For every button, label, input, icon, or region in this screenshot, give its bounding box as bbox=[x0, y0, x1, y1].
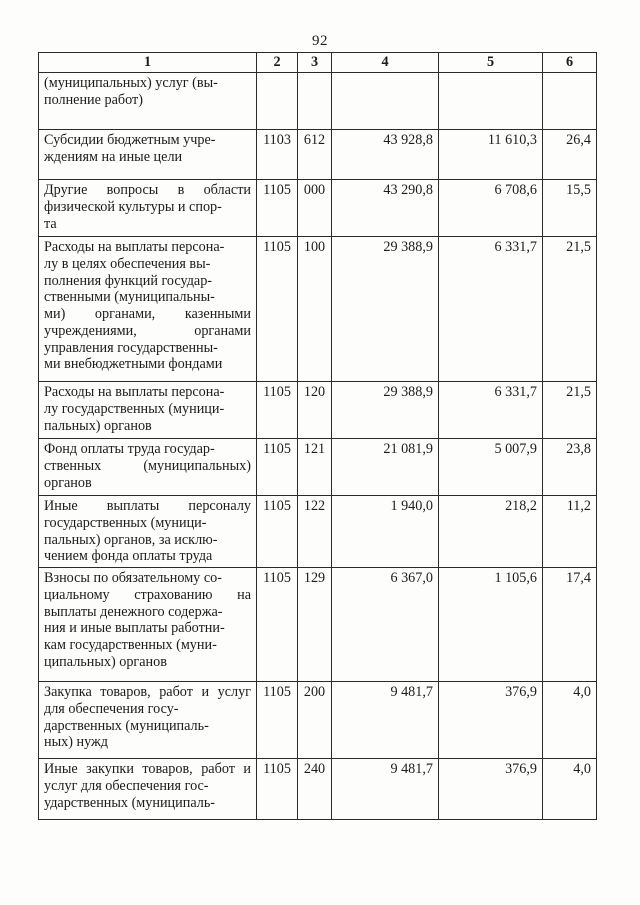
actual-amount-cell: 6 331,7 bbox=[439, 237, 543, 382]
actual-amount-cell: 6 708,6 bbox=[439, 180, 543, 237]
percent-cell: 26,4 bbox=[543, 130, 597, 180]
plan-amount-cell: 9 481,7 bbox=[332, 759, 439, 820]
table-row bbox=[39, 382, 597, 439]
section-code-cell: 1105 bbox=[257, 682, 298, 759]
page-number: 92 bbox=[312, 33, 328, 49]
table-row bbox=[39, 237, 597, 382]
plan-amount-cell: 9 481,7 bbox=[332, 682, 439, 759]
percent-cell: 21,5 bbox=[543, 382, 597, 439]
table-row bbox=[39, 130, 597, 180]
actual-amount-cell: 11 610,3 bbox=[439, 130, 543, 180]
table-row bbox=[39, 439, 597, 496]
section-code-cell: 1105 bbox=[257, 439, 298, 496]
item-name-cell: Субсидии бюджетным учре- ждениям на иные цели bbox=[39, 130, 257, 180]
section-code-cell: 1105 bbox=[257, 237, 298, 382]
plan-amount-cell: 21 081,9 bbox=[332, 439, 439, 496]
percent-cell: 4,0 bbox=[543, 682, 597, 759]
budget-table bbox=[38, 52, 597, 820]
column-header: 6 bbox=[543, 53, 597, 73]
expense-type-cell: 200 bbox=[298, 682, 332, 759]
table-row bbox=[39, 180, 597, 237]
item-name-cell: Расходы на выплаты персона- лу государственных (муници- пальных) органов bbox=[39, 382, 257, 439]
item-name-cell: (муниципальных) услуг (вы- полнение работ) bbox=[39, 73, 257, 130]
actual-amount-cell: 376,9 bbox=[439, 759, 543, 820]
table-row bbox=[39, 496, 597, 568]
expense-type-cell: 122 bbox=[298, 496, 332, 568]
column-header: 2 bbox=[257, 53, 298, 73]
section-code-cell bbox=[257, 73, 298, 130]
table-row bbox=[39, 759, 597, 820]
actual-amount-cell: 376,9 bbox=[439, 682, 543, 759]
percent-cell: 23,8 bbox=[543, 439, 597, 496]
percent-cell: 15,5 bbox=[543, 180, 597, 237]
table-header-row bbox=[39, 53, 597, 73]
section-code-cell: 1105 bbox=[257, 382, 298, 439]
section-code-cell: 1105 bbox=[257, 759, 298, 820]
plan-amount-cell: 1 940,0 bbox=[332, 496, 439, 568]
table-body bbox=[39, 73, 597, 820]
section-code-cell: 1105 bbox=[257, 568, 298, 682]
plan-amount-cell: 43 290,8 bbox=[332, 180, 439, 237]
plan-amount-cell: 6 367,0 bbox=[332, 568, 439, 682]
actual-amount-cell: 218,2 bbox=[439, 496, 543, 568]
percent-cell: 4,0 bbox=[543, 759, 597, 820]
table-row bbox=[39, 568, 597, 682]
expense-type-cell: 121 bbox=[298, 439, 332, 496]
item-name-cell: Иные выплаты персоналу государственных (муници- пальных) органов, за исклю- чением фонда оплаты труда bbox=[39, 496, 257, 568]
expense-type-cell: 240 bbox=[298, 759, 332, 820]
item-name-cell: Иные закупки товаров, работ и услуг для обеспечения гос- ударственных (муниципаль- bbox=[39, 759, 257, 820]
section-code-cell: 1105 bbox=[257, 496, 298, 568]
percent-cell: 11,2 bbox=[543, 496, 597, 568]
expense-type-cell: 000 bbox=[298, 180, 332, 237]
actual-amount-cell: 5 007,9 bbox=[439, 439, 543, 496]
column-header: 5 bbox=[439, 53, 543, 73]
percent-cell: 17,4 bbox=[543, 568, 597, 682]
expense-type-cell: 120 bbox=[298, 382, 332, 439]
column-header: 3 bbox=[298, 53, 332, 73]
table-row bbox=[39, 682, 597, 759]
item-name-cell: Закупка товаров, работ и услуг для обеспечения госу- дарственных (муниципаль- ных) нужд bbox=[39, 682, 257, 759]
actual-amount-cell bbox=[439, 73, 543, 130]
table-row bbox=[39, 73, 597, 130]
section-code-cell: 1105 bbox=[257, 180, 298, 237]
plan-amount-cell: 29 388,9 bbox=[332, 237, 439, 382]
item-name-cell: Фонд оплаты труда государ- ственных (муниципальных) органов bbox=[39, 439, 257, 496]
column-header: 4 bbox=[332, 53, 439, 73]
item-name-cell: Расходы на выплаты персона- лу в целях обеспечения вы- полнения функций государ- ственными (муниципальны- ми) органами, казенными учреждениями, органами управления государственны- ми внебюджетными фондами bbox=[39, 237, 257, 382]
percent-cell: 21,5 bbox=[543, 237, 597, 382]
plan-amount-cell: 43 928,8 bbox=[332, 130, 439, 180]
expense-type-cell: 100 bbox=[298, 237, 332, 382]
actual-amount-cell: 6 331,7 bbox=[439, 382, 543, 439]
item-name-cell: Другие вопросы в области физической культуры и спор- та bbox=[39, 180, 257, 237]
plan-amount-cell: 29 388,9 bbox=[332, 382, 439, 439]
plan-amount-cell bbox=[332, 73, 439, 130]
column-header: 1 bbox=[39, 53, 257, 73]
expense-type-cell: 129 bbox=[298, 568, 332, 682]
expense-type-cell bbox=[298, 73, 332, 130]
item-name-cell: Взносы по обязательному со- циальному страхованию на выплаты денежного содержа- ния и иные выплаты работни- кам государственных (муни- ципальных) органов bbox=[39, 568, 257, 682]
actual-amount-cell: 1 105,6 bbox=[439, 568, 543, 682]
percent-cell bbox=[543, 73, 597, 130]
section-code-cell: 1103 bbox=[257, 130, 298, 180]
expense-type-cell: 612 bbox=[298, 130, 332, 180]
